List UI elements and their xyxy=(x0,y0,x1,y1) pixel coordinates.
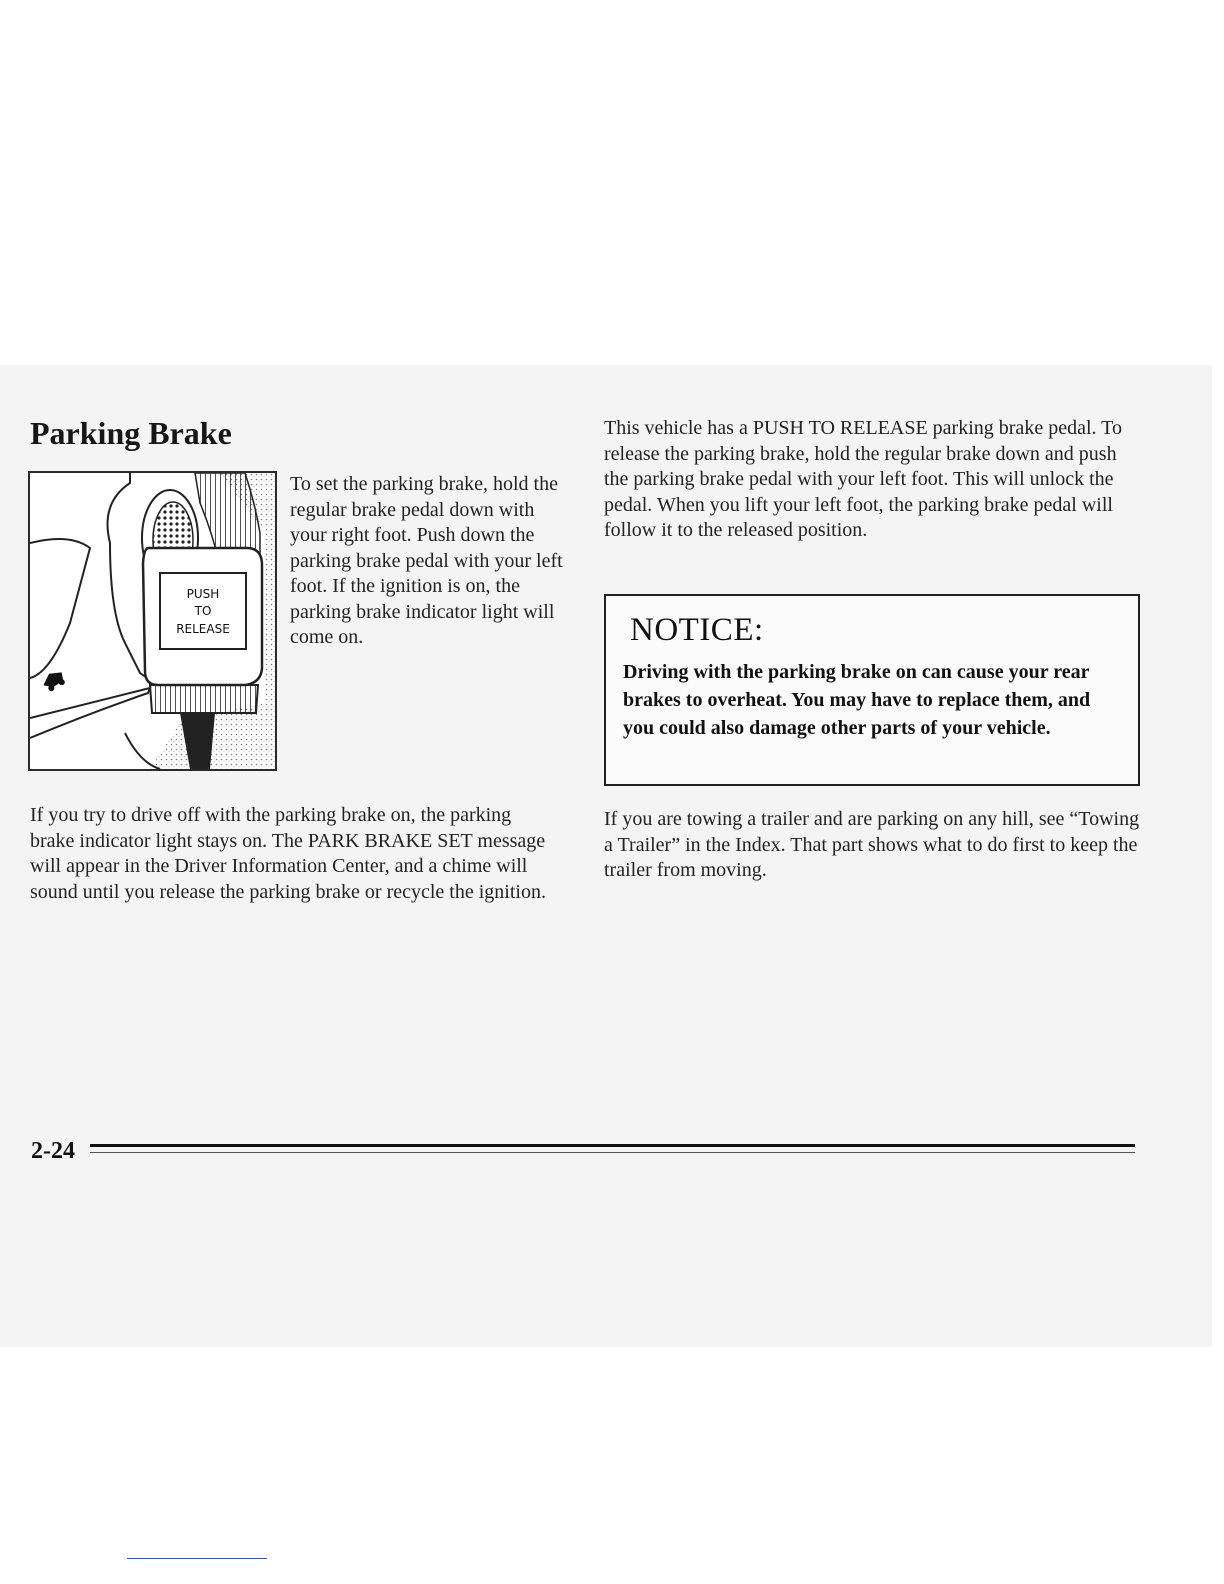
page-number: 2-24 xyxy=(31,1138,75,1164)
notice-body: Driving with the parking brake on can cause your rear brakes to overheat. You may have to replace them, and you could also damage other parts of your vehicle. xyxy=(623,661,1091,739)
towing-paragraph: If you are towing a trailer and are parking on any hill, see “Towing a Trailer” in the Index. That part shows what to do first to keep the trailer from moving. xyxy=(604,808,1140,881)
pedal-label-line-3: RELEASE xyxy=(176,622,230,636)
parking-brake-pedal-illustration xyxy=(28,471,277,771)
notice-heading: NOTICE: xyxy=(630,612,764,648)
parking-brake-pedal-icon xyxy=(30,473,275,769)
footer-rule-thick xyxy=(90,1144,1135,1147)
push-to-release-paragraph: This vehicle has a PUSH TO RELEASE parking brake pedal. To release the parking brake, hold the regular brake down and push the parking brake pedal with your left foot. This will unlock the pedal. When you lift your left foot, the parking brake pedal will follow it to the released position. xyxy=(604,417,1122,541)
drive-off-paragraph: If you try to drive off with the parking brake on, the parking brake indicator light stays on. The PARK BRAKE SET message will appear in the Driver Information Center, and a chime will sound until you release the parking brake or recycle the ignition. xyxy=(30,804,546,903)
footer-rule xyxy=(90,1144,1135,1156)
page-edge-line xyxy=(127,1558,267,1559)
set-brake-paragraph: To set the parking brake, hold the regular brake pedal down with your right foot. Push down the parking brake pedal with your left foot. If the ignition is on, the parking brake indicator light will come on. xyxy=(290,473,563,648)
section-title: Parking Brake xyxy=(30,415,232,451)
footer-rule-thin xyxy=(90,1152,1135,1153)
pedal-label-line-1: PUSH xyxy=(186,587,220,601)
pedal-label-line-2: TO xyxy=(194,604,212,618)
notice-box xyxy=(604,594,1140,786)
